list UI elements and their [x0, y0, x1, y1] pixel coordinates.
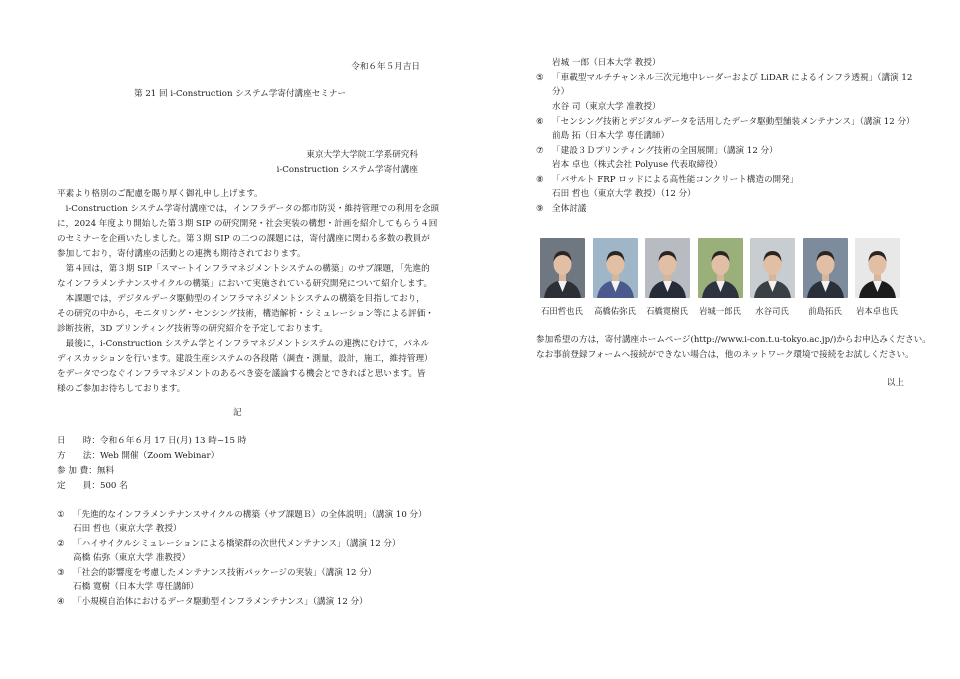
program-title: 「社会的影響度を考慮したメンテナンス技術パッケージの実装」（講演 12 分） [73, 568, 377, 578]
program-speaker: 前島 拓（日本大学 専任講師） [552, 131, 670, 141]
program-title: 「建設３Ｄプリンティング技術の全国展開」（講演 12 分） [552, 146, 778, 156]
program-number: ① [57, 510, 65, 520]
body-paragraphs [57, 187, 440, 397]
page-title: 第 21 回 i-Construction システム学寄付講座セミナー [134, 89, 347, 99]
program-title: 「小規模自治体におけるデータ駆動型インフラメンテナンス」（講演 12 分） [73, 597, 368, 607]
contact-line: 参加希望の方は，寄付講座ホームページ(http://www.i-con.t.u-tokyo.ac.jp/)からお申込みください。 [536, 335, 931, 345]
detail-value: 500 名 [99, 481, 128, 491]
program-speaker: 岩本 卓也（株式会社 Polyuse 代表取締役） [552, 160, 723, 170]
detail-label: 日 時： [57, 436, 100, 446]
program-item [536, 144, 778, 158]
paragraph-line: 参加しており，寄付講座の活動との連携も期待されております。 [57, 249, 306, 259]
speaker-caption: 前島拓氏 [808, 306, 842, 316]
detail-label: 参 加 費： [57, 466, 97, 476]
detail-row [57, 452, 219, 461]
detail-value: 無料 [96, 466, 115, 476]
program-number: ⑥ [536, 117, 544, 127]
speaker-photo [645, 238, 690, 298]
detail-label: 定 員： [57, 481, 100, 491]
program-item [57, 566, 376, 580]
paragraph-line: 平素より格別のご配慮を賜り厚く御礼申し上げます。 [57, 189, 263, 199]
program-speaker: 石橋 寛樹（日本大学 専任講師） [73, 582, 199, 592]
paragraph-line: i-Construction システム学寄付講座では，インフラデータの都市防災・維持管理での利用を念頭 [57, 204, 440, 214]
program-item [536, 115, 915, 129]
program-number: ⑧ [536, 175, 544, 185]
speaker-photo [593, 238, 638, 298]
detail-label: 方 法： [57, 451, 100, 461]
program-title: 「車載型マルチチャンネル三次元地中レーダーおよび LiDAR によるインフラ透視」（講演 12 [552, 73, 913, 83]
program-number: ⑤ [536, 73, 544, 83]
program-number: ③ [57, 568, 65, 578]
speaker-photo [803, 238, 848, 298]
program-item [57, 508, 427, 522]
paragraph-line: のセミナーを企画いたしました。第３期 SIP の二つの課題には，寄付講座に関わる多数の教員が [57, 234, 430, 244]
program-item [57, 595, 368, 609]
detail-value: Web 開催（Zoom Webinar） [99, 451, 220, 461]
speaker-photo [540, 238, 585, 298]
paragraph-line: 本課題では，デジタルデータ駆動型のインフラマネジメントシステムの構築を目指しており， [57, 294, 425, 304]
program-title: 「ハイサイクルシミュレーションによる橋梁群の次世代メンテナンス」（講演 12 分） [73, 539, 401, 549]
date: 令和６年５月吉日 [351, 62, 420, 72]
program-item [536, 173, 798, 187]
organizer-line2: i-Construction システム学寄付講座 [276, 165, 418, 175]
speaker-photo [698, 238, 743, 298]
detail-row [57, 437, 246, 446]
closing: 以上 [886, 378, 904, 388]
paragraph-line: ディスカッションを行います。建設生産システムの各段階（調査・測量，設計，施工，維持管理） [57, 354, 433, 364]
program-number: ⑦ [536, 146, 544, 156]
paragraph-line: に，2024 年度より開始した第３期 SIP の研究開発・社会実装の構想・計画を紹介してもらう４回 [57, 219, 438, 229]
paragraph-line: 診断技術，3D プリンティング技術等の研究紹介を予定しております。 [57, 324, 329, 334]
program-speaker: 水谷 司（東京大学 准教授） [552, 102, 661, 112]
organizer-line1: 東京大学大学院工学系研究科 [306, 150, 418, 160]
speaker-caption: 石田哲也氏 [541, 306, 583, 316]
program-item [57, 537, 401, 551]
program-number: ⑨ [536, 204, 544, 214]
contact-line: なお事前登録フォームへ接続ができない場合は，他のネットワーク環境で接続をお試しください。 [536, 350, 914, 360]
speaker-caption: 高橋佑弥氏 [594, 306, 636, 316]
paragraph-line: 様のご参加お待ちしております。 [57, 384, 186, 394]
speaker-caption: 石橋寛樹氏 [646, 306, 688, 316]
ki-heading: 記 [233, 408, 242, 418]
paragraph-line: をデータでつなぐインフラマネジメントのあるべき姿を議論する機会とできればと思います。皆 [57, 369, 426, 379]
speaker-photo [750, 238, 795, 298]
program-speaker: 石田 哲也（東京大学 教授） [73, 524, 182, 534]
paragraph-line: なインフラメンテナンスサイクルの構築」において実施されている研究開発について紹介します。 [57, 279, 433, 289]
program-speaker: 岩城 一郎（日本大学 教授） [552, 58, 661, 68]
program-item [536, 71, 912, 85]
program-title: 全体討議 [552, 204, 587, 214]
speaker-caption: 水谷司氏 [755, 306, 789, 316]
paragraph-line: 第４回は，第３期 SIP「スマートインフラマネジメントシステムの構築」のサブ課題，「先進的 [57, 264, 430, 274]
program-title: 「センシング技術とデジタルデータを活用したデータ駆動型舗装メンテナンス」（講演 12 分） [552, 117, 915, 127]
paragraph-line: 最後に，i-Construction システム学とインフラマネジメントシステムの連携にむけて，パネル [57, 339, 430, 349]
speaker-photo [855, 238, 900, 298]
detail-row [57, 482, 128, 491]
program-title: 「バサルト FRP ロッドによる高性能コンクリート構造の開発」 [552, 175, 799, 185]
speaker-caption: 岩城一郎氏 [699, 306, 741, 316]
program-item [536, 202, 586, 216]
program-title: 「先進的なインフラメンテナンスサイクルの構築（サブ課題Ｂ）の全体説明」（講演 10 分） [73, 510, 427, 520]
program-speaker: 高橋 佑弥（東京大学 准教授） [73, 553, 191, 563]
program-title-continued: 分） [552, 87, 570, 97]
program-number: ④ [57, 597, 65, 607]
program-number: ② [57, 539, 65, 549]
detail-value: 令和６年６月 17 日(月) 13 時~15 時 [99, 436, 247, 446]
paragraph-line: その研究の中から，モニタリング・センシング技術，構造解析・シミュレーション等による評価・ [57, 309, 434, 319]
detail-row [57, 467, 114, 476]
program-speaker: 石田 哲也（東京大学 教授）（12 分） [552, 189, 696, 199]
speaker-caption: 岩本卓也氏 [856, 306, 898, 316]
